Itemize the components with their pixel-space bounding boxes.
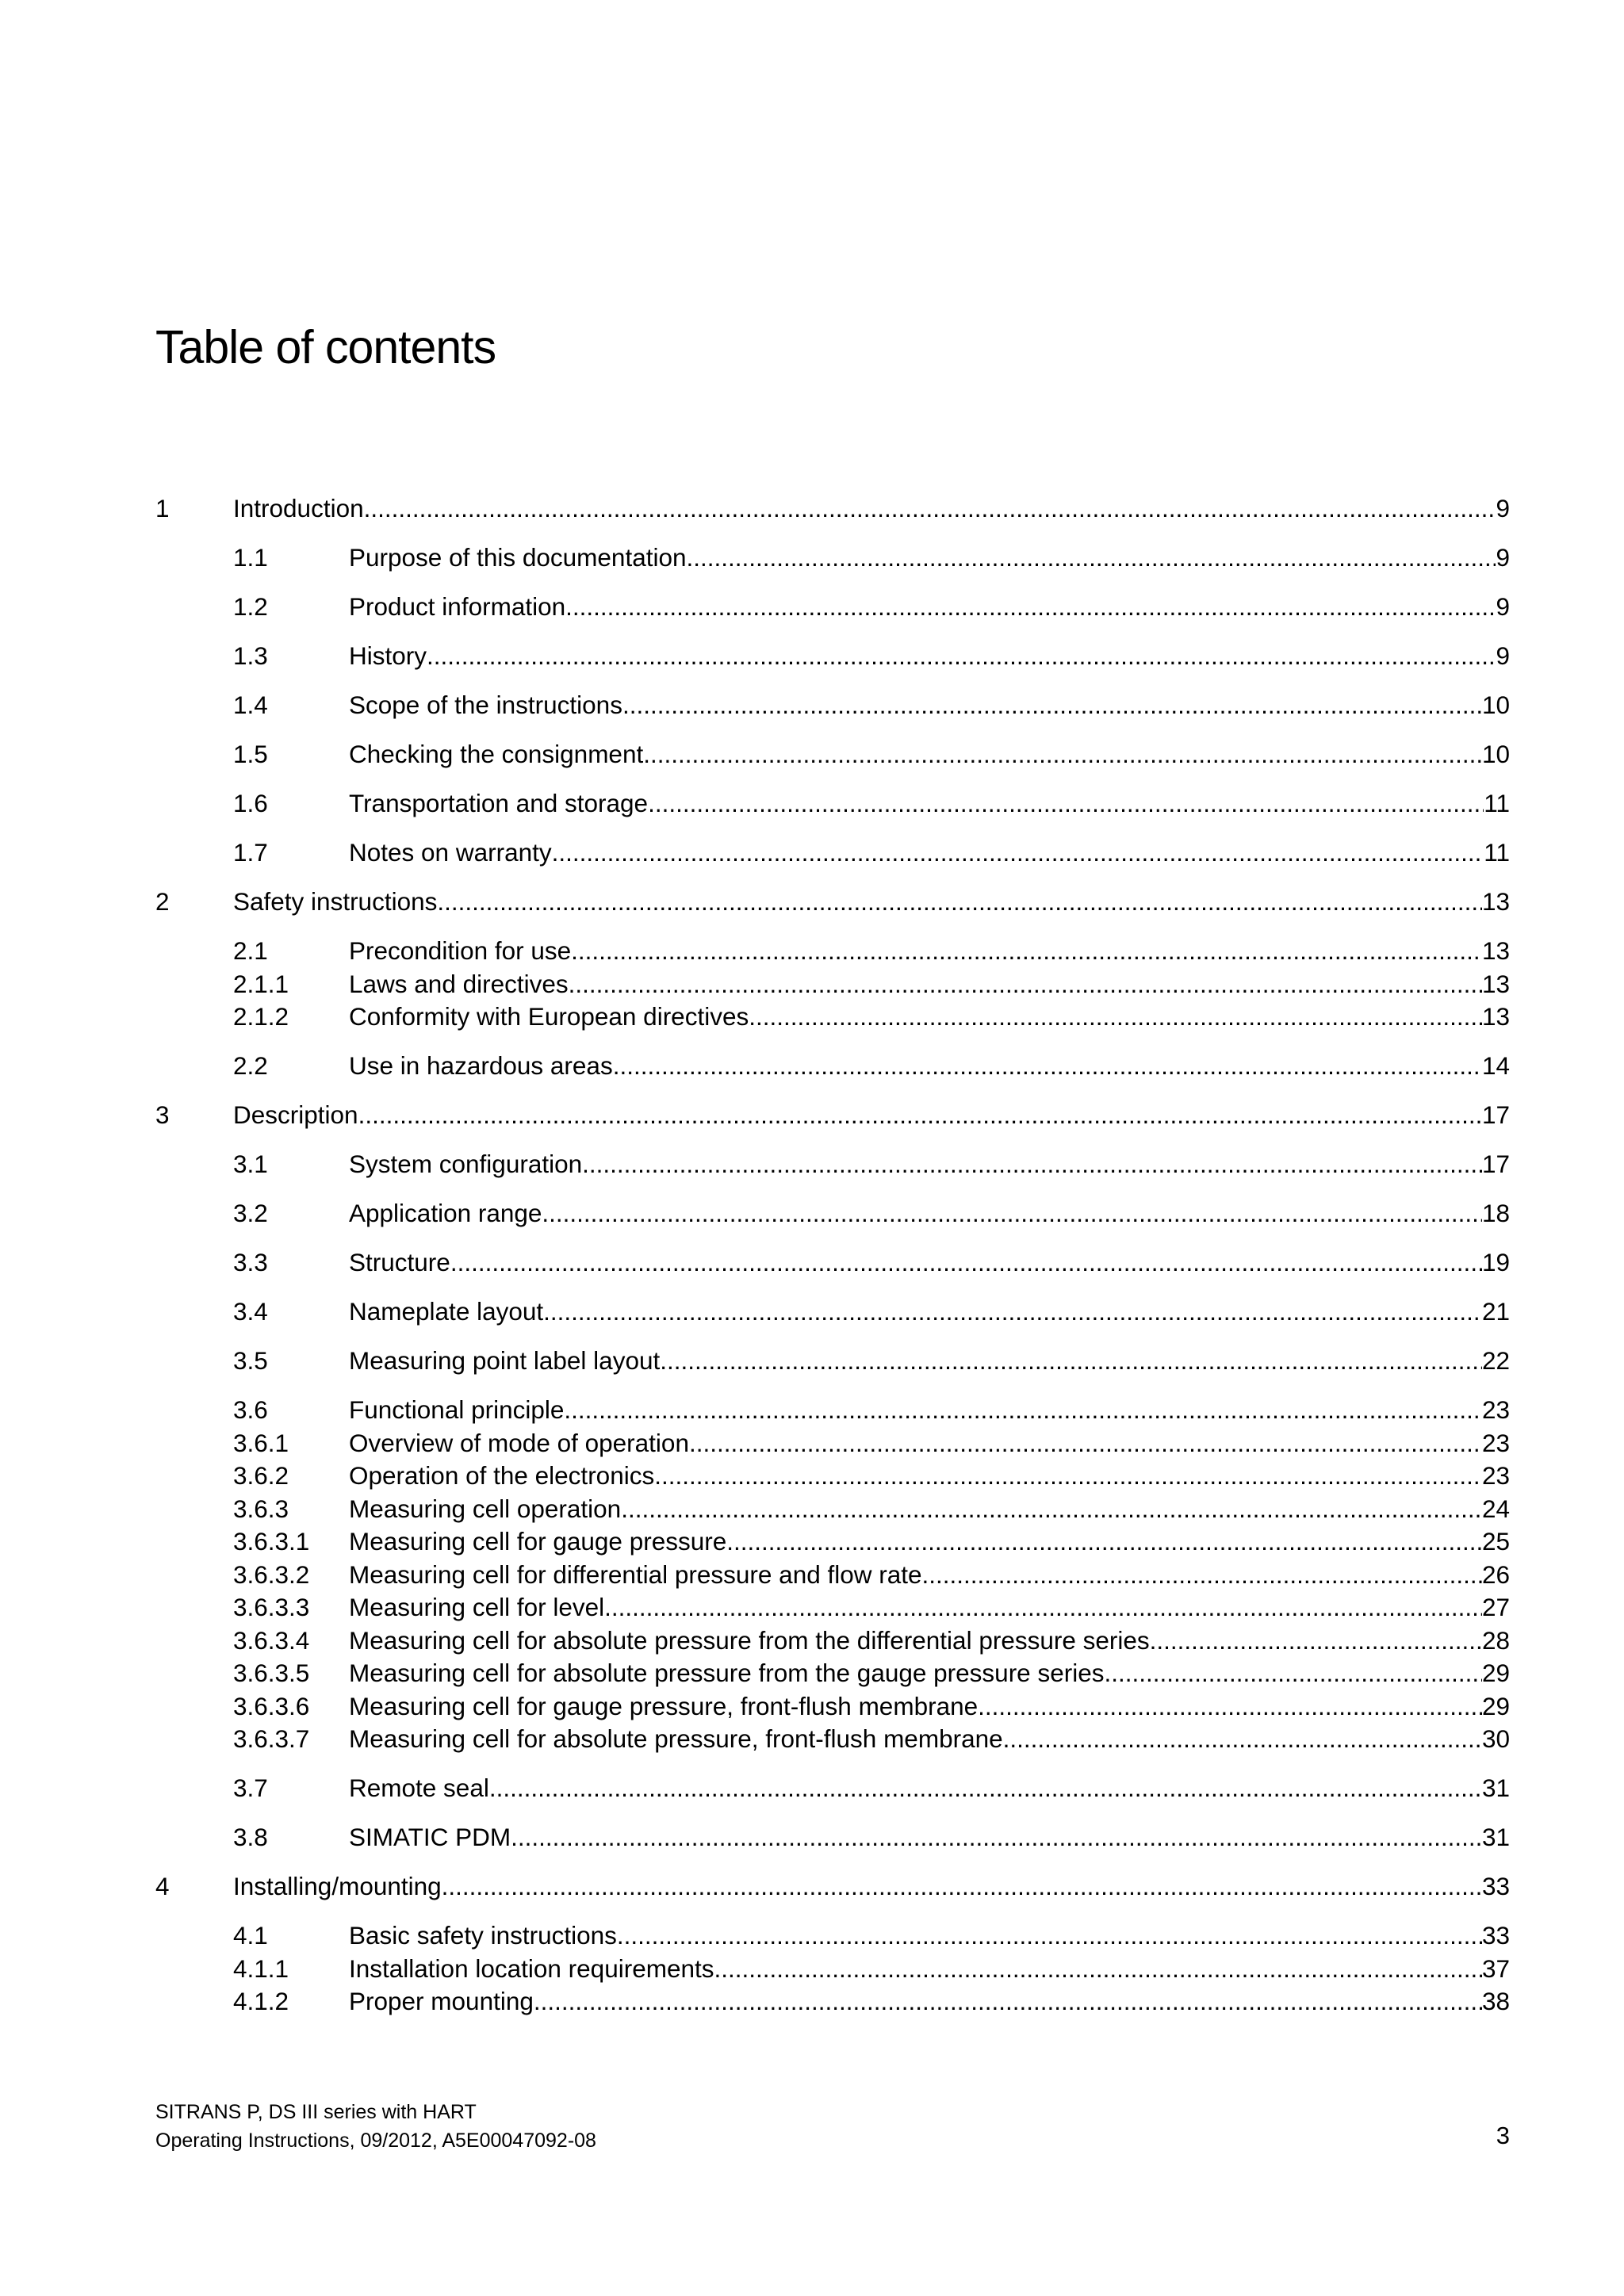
toc-entry-number: 3.2 (233, 1199, 268, 1227)
toc-entry-page-number: 13 (1481, 970, 1510, 998)
toc-entry[interactable] (0, 1425, 1624, 1461)
toc-entry-page-number: 33 (1481, 1872, 1510, 1900)
toc-entry[interactable] (0, 736, 1624, 772)
toc-entry-number: 3.4 (233, 1297, 268, 1326)
toc-dot-leader (1003, 1720, 1482, 1757)
toc-entry-title: Safety instructions (233, 887, 438, 916)
toc-entry-title: Precondition for use (349, 936, 572, 965)
toc-dot-leader (543, 1293, 1482, 1330)
footer-page-number: 3 (1496, 2122, 1510, 2149)
toc-entry-title: Measuring cell for absolute pressure, front-flush membrane (349, 1724, 1003, 1753)
toc-entry[interactable] (0, 1950, 1624, 1987)
toc-entry-number: 3.6.3 (233, 1494, 289, 1523)
toc-entry-page-number: 21 (1481, 1297, 1510, 1326)
toc-dot-leader (582, 1146, 1482, 1182)
toc-entry-page-number: 14 (1481, 1051, 1510, 1080)
toc-entry-title: Checking the consignment (349, 740, 644, 768)
toc-entry-title: Application range (349, 1199, 542, 1227)
toc-entry-title: Introduction (233, 494, 364, 522)
toc-dot-leader (364, 490, 1496, 526)
toc-entry-page-number: 13 (1481, 1002, 1510, 1031)
toc-entry-number: 3.6.3.3 (233, 1593, 310, 1621)
toc-dot-leader (643, 736, 1482, 772)
toc-entry[interactable] (0, 1688, 1624, 1724)
toc-dot-leader (427, 637, 1496, 674)
toc-dot-leader (442, 1868, 1482, 1904)
toc-entry[interactable] (0, 1770, 1624, 1806)
toc-dot-leader (437, 883, 1482, 920)
toc-dot-leader (978, 1688, 1482, 1724)
toc-entry-number: 3.6.3.5 (233, 1659, 310, 1687)
toc-entry-title: Measuring cell for differential pressure and flow rate (349, 1560, 922, 1589)
toc-entry[interactable] (0, 1391, 1624, 1428)
toc-entry-page-number: 38 (1481, 1987, 1510, 2015)
toc-dot-leader (564, 1391, 1482, 1428)
toc-entry[interactable] (0, 1244, 1624, 1280)
toc-entry[interactable] (0, 1490, 1624, 1527)
toc-entry-title: Installation location requirements (349, 1954, 714, 1983)
toc-entry-title: Purpose of this documentation (349, 543, 687, 572)
toc-entry-page-number: 27 (1481, 1593, 1510, 1621)
toc-entry-page-number: 25 (1481, 1527, 1510, 1556)
toc-dot-leader (714, 1950, 1482, 1987)
page-title: Table of contents (155, 321, 496, 373)
toc-dot-leader (358, 1096, 1482, 1133)
toc-entry-number: 1 (155, 494, 170, 522)
toc-entry-title: Operation of the electronics (349, 1461, 655, 1490)
footer-document-info: Operating Instructions, 09/2012, A5E00047092-08 (155, 2130, 596, 2152)
toc-entry-title: Laws and directives (349, 970, 569, 998)
toc-entry-title: Measuring cell for absolute pressure from the gauge pressure series (349, 1659, 1105, 1687)
toc-dot-leader (922, 1556, 1482, 1593)
toc-entry-title: Installing/mounting (233, 1872, 442, 1900)
toc-entry-page-number: 23 (1481, 1395, 1510, 1424)
toc-entry-number: 3.6 (233, 1395, 268, 1424)
toc-entry-title: Measuring cell for gauge pressure, front-flush membrane (349, 1692, 979, 1720)
toc-dot-leader (1104, 1655, 1481, 1691)
toc-entry[interactable] (0, 1819, 1624, 1855)
toc-entry-title: Overview of mode of operation (349, 1429, 689, 1457)
toc-entry[interactable] (0, 588, 1624, 625)
toc-entry[interactable] (0, 1720, 1624, 1757)
toc-entry-title: Product information (349, 592, 566, 621)
toc-entry-number: 1.7 (233, 838, 268, 867)
toc-entry[interactable] (0, 1096, 1624, 1133)
toc-entry-title: Transportation and storage (349, 789, 649, 817)
toc-entry-page-number: 10 (1481, 691, 1510, 719)
toc-entry[interactable] (0, 785, 1624, 821)
toc-entry-number: 3.6.3.7 (233, 1724, 310, 1753)
toc-entry-number: 1.6 (233, 789, 268, 817)
toc-entry-number: 1.4 (233, 691, 268, 719)
toc-entry-page-number: 9 (1496, 494, 1510, 522)
toc-entry-number: 3.8 (233, 1823, 268, 1851)
toc-entry-number: 4 (155, 1872, 170, 1900)
toc-entry-title: Structure (349, 1248, 450, 1276)
toc-entry[interactable] (0, 1293, 1624, 1330)
toc-entry-title: Notes on warranty (349, 838, 552, 867)
toc-entry-page-number: 13 (1481, 936, 1510, 965)
toc-entry-page-number: 11 (1484, 789, 1510, 817)
toc-entry-page-number: 31 (1481, 1823, 1510, 1851)
toc-entry[interactable] (0, 1146, 1624, 1182)
toc-dot-leader (622, 687, 1482, 723)
toc-dot-leader (726, 1523, 1482, 1559)
toc-entry-number: 4.1.2 (233, 1987, 289, 2015)
toc-dot-leader (613, 1047, 1482, 1084)
toc-entry-number: 3 (155, 1100, 170, 1129)
toc-entry-page-number: 19 (1481, 1248, 1510, 1276)
toc-entry[interactable] (0, 1917, 1624, 1954)
toc-entry-title: Functional principle (349, 1395, 565, 1424)
toc-entry-title: Measuring cell operation (349, 1494, 622, 1523)
toc-entry-number: 1.2 (233, 592, 268, 621)
toc-entry[interactable] (0, 1047, 1624, 1084)
toc-entry-number: 4.1.1 (233, 1954, 289, 1983)
toc-dot-leader (648, 785, 1484, 821)
toc-entry[interactable] (0, 1983, 1624, 2019)
toc-entry-number: 2.1 (233, 936, 268, 965)
toc-entry-page-number: 23 (1481, 1461, 1510, 1490)
toc-dot-leader (689, 1425, 1482, 1461)
toc-entry-page-number: 24 (1481, 1494, 1510, 1523)
toc-dot-leader (660, 1342, 1482, 1379)
toc-entry-title: Nameplate layout (349, 1297, 544, 1326)
toc-entry-number: 3.6.3.6 (233, 1692, 310, 1720)
toc-entry[interactable] (0, 1868, 1624, 1904)
toc-entry-title: Description (233, 1100, 358, 1129)
toc-entry-page-number: 22 (1481, 1346, 1510, 1375)
toc-dot-leader (654, 1457, 1482, 1494)
toc-entry-number: 2.1.1 (233, 970, 289, 998)
toc-entry-page-number: 18 (1481, 1199, 1510, 1227)
toc-entry-page-number: 28 (1481, 1626, 1510, 1655)
toc-entry[interactable] (0, 966, 1624, 1002)
toc-entry-title: Scope of the instructions (349, 691, 622, 719)
toc-entry-number: 3.1 (233, 1150, 268, 1178)
toc-entry-page-number: 29 (1481, 1659, 1510, 1687)
toc-entry-number: 2.2 (233, 1051, 268, 1080)
toc-dot-leader (621, 1490, 1482, 1527)
toc-dot-leader (571, 932, 1482, 969)
toc-dot-leader (450, 1244, 1482, 1280)
toc-entry-number: 3.6.3.1 (233, 1527, 310, 1556)
toc-entry-title: Basic safety instructions (349, 1921, 617, 1950)
toc-entry-page-number: 10 (1481, 740, 1510, 768)
toc-dot-leader (542, 1195, 1482, 1231)
toc-entry-number: 3.5 (233, 1346, 268, 1375)
toc-dot-leader (1150, 1622, 1482, 1659)
toc-dot-leader (511, 1819, 1482, 1855)
toc-entry-page-number: 31 (1481, 1774, 1510, 1802)
toc-entry-title: History (349, 641, 427, 670)
toc-entry-page-number: 33 (1481, 1921, 1510, 1950)
toc-entry[interactable] (0, 1589, 1624, 1625)
toc-dot-leader (617, 1917, 1482, 1954)
toc-entry-number: 4.1 (233, 1921, 268, 1950)
toc-entry-title: Measuring cell for gauge pressure (349, 1527, 727, 1556)
toc-entry-page-number: 17 (1481, 1150, 1510, 1178)
toc-entry-number: 1.5 (233, 740, 268, 768)
toc-dot-leader (552, 834, 1484, 871)
toc-entry-title: Proper mounting (349, 1987, 534, 2015)
toc-entry[interactable] (0, 1195, 1624, 1231)
toc-entry[interactable] (0, 1622, 1624, 1659)
toc-dot-leader (565, 588, 1496, 625)
toc-entry[interactable] (0, 834, 1624, 871)
toc-entry[interactable] (0, 1523, 1624, 1559)
toc-entry-title: System configuration (349, 1150, 583, 1178)
toc-entry-page-number: 17 (1481, 1100, 1510, 1129)
toc-entry[interactable] (0, 998, 1624, 1035)
toc-dot-leader (569, 966, 1482, 1002)
toc-entry-number: 3.6.1 (233, 1429, 289, 1457)
toc-entry-title: SIMATIC PDM (349, 1823, 511, 1851)
toc-entry-number: 3.6.3.4 (233, 1626, 310, 1655)
toc-entry-page-number: 37 (1481, 1954, 1510, 1983)
toc-entry-page-number: 13 (1481, 887, 1510, 916)
footer-product-name: SITRANS P, DS III series with HART (155, 2101, 477, 2123)
toc-entry-page-number: 9 (1496, 641, 1510, 670)
toc-entry-number: 3.6.3.2 (233, 1560, 310, 1589)
toc-entry-number: 1.3 (233, 641, 268, 670)
toc-entry-title: Measuring cell for absolute pressure from the differential pressure series (349, 1626, 1150, 1655)
toc-entry-number: 2 (155, 887, 170, 916)
toc-entry[interactable] (0, 1342, 1624, 1379)
toc-entry-title: Remote seal (349, 1774, 489, 1802)
toc-entry[interactable] (0, 883, 1624, 920)
toc-entry-page-number: 30 (1481, 1724, 1510, 1753)
toc-entry[interactable] (0, 1655, 1624, 1691)
toc-entry-page-number: 11 (1484, 838, 1510, 867)
toc-entry-title: Measuring point label layout (349, 1346, 661, 1375)
toc-entry-title: Conformity with European directives (349, 1002, 749, 1031)
toc-entry[interactable] (0, 687, 1624, 723)
toc-entry-page-number: 26 (1481, 1560, 1510, 1589)
toc-entry-page-number: 23 (1481, 1429, 1510, 1457)
toc-entry[interactable] (0, 637, 1624, 674)
toc-entry-number: 2.1.2 (233, 1002, 289, 1031)
toc-entry-number: 3.6.2 (233, 1461, 289, 1490)
toc-entry[interactable] (0, 932, 1624, 969)
toc-entry-page-number: 9 (1496, 592, 1510, 621)
toc-dot-leader (534, 1983, 1482, 2019)
toc-entry-title: Measuring cell for level (349, 1593, 605, 1621)
toc-entry-number: 3.3 (233, 1248, 268, 1276)
toc-entry-number: 3.7 (233, 1774, 268, 1802)
toc-entry[interactable] (0, 539, 1624, 576)
toc-dot-leader (687, 539, 1496, 576)
toc-entry-number: 1.1 (233, 543, 268, 572)
toc-entry[interactable] (0, 1556, 1624, 1593)
toc-dot-leader (604, 1589, 1482, 1625)
toc-entry[interactable] (0, 1457, 1624, 1494)
toc-entry[interactable] (0, 490, 1624, 526)
toc-dot-leader (749, 998, 1482, 1035)
toc-entry-page-number: 9 (1496, 543, 1510, 572)
toc-entry-page-number: 29 (1481, 1692, 1510, 1720)
toc-dot-leader (489, 1770, 1482, 1806)
toc-entry-title: Use in hazardous areas (349, 1051, 613, 1080)
